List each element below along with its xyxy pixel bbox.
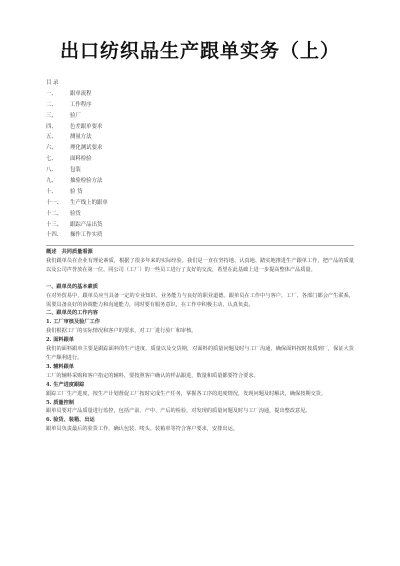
toc-item-label: 抽验检验方法 xyxy=(70,178,103,185)
toc-item xyxy=(46,165,108,176)
section-divider xyxy=(46,245,354,246)
toc-item-label: 跟踪产品出货 xyxy=(70,221,103,228)
section-heading: 5. 质量控制 xyxy=(46,399,74,406)
toc-item-label: 验 货 xyxy=(70,188,83,195)
toc-item-number: 八、 xyxy=(46,167,57,174)
table-of-contents xyxy=(46,78,108,241)
toc-item-label: 色差跟单要求 xyxy=(70,123,103,130)
toc-item xyxy=(46,143,108,154)
toc-item-number: 五、 xyxy=(46,134,57,141)
toc-item-label: 理化测试要求 xyxy=(70,145,103,152)
abstract-text: 我们跟单员在企业有理论素质，根据了很多年来的实际经验。我们是一直在坚持地、认真地、踏实地推进生产跟单工作，把产品的质量以及公司声誉放在第一位，同公司（工厂）的一些员工进行了友好的交流，希望在此基础上进一步提高整体产品质量。 xyxy=(46,257,354,273)
toc-item-number: 十四、 xyxy=(46,232,63,239)
section-heading: 2. 面料跟单 xyxy=(46,337,74,344)
section-heading: 二、跟单员的工作内容 xyxy=(46,310,98,317)
toc-item-label: 面料检验 xyxy=(70,156,92,163)
paragraph: 我们的面料跟单主要是跟踪面料的生产进度、质量以及交货期，对面料的质量问题及时与工厂沟通，确保面料按时按质到厂，保证大货生产顺利进行。 xyxy=(46,346,354,361)
document-title: 出口纺织品生产跟单实务（上） xyxy=(59,40,340,62)
toc-item xyxy=(46,230,108,241)
toc-item-number: 二、 xyxy=(46,101,57,108)
toc-item-label: 验厂 xyxy=(70,112,81,119)
section-heading: 6. 验货、装箱、出运 xyxy=(46,417,95,424)
section-heading: 一、跟单员的基本素质 xyxy=(46,283,98,290)
toc-item-label: 包装 xyxy=(70,167,81,174)
toc-item-label: 操作工作实质 xyxy=(70,232,103,239)
toc-item xyxy=(46,111,108,122)
paragraph: 跟单员负责最后的验货工作，确认包装、唛头、装箱单等符合客户要求，安排出运。 xyxy=(46,426,238,433)
abstract-heading: 概述 共同质量看源 xyxy=(46,249,93,255)
paragraph: 在对外贸易中，跟单员应当具备一定的专业知识、业务能力与良好的职业道德。跟单员在工作中与客户、工厂、各部门都会产生联系，需要具备良好的协调能力和沟通能力，同时要有服务意识，在工作中积极主动，认真负责。 xyxy=(46,292,354,308)
section-heading: 1. 工厂审核及验厂工作 xyxy=(46,319,100,326)
paragraph: 跟单员要对产品质量进行监控，包括产前、产中、产后的检验，对发现的质量问题及时与工厂沟通，提出整改意见。 xyxy=(46,408,311,415)
toc-item-number: 九、 xyxy=(46,178,57,185)
paragraph-gap xyxy=(46,275,354,283)
body-paragraphs xyxy=(46,283,354,434)
toc-item-number: 十二、 xyxy=(46,210,63,217)
toc-item-label: 跟单流程 xyxy=(70,90,92,97)
toc-item-number: 七、 xyxy=(46,156,57,163)
toc-item xyxy=(46,220,108,231)
toc-item-number: 十三、 xyxy=(46,221,63,228)
toc-item xyxy=(46,187,108,198)
toc-item-label: 生产线上的跟单 xyxy=(70,199,108,206)
paragraph: 我们根据工厂的实际情况和客户的要求，对工厂进行验厂和审核。 xyxy=(46,328,197,335)
toc-item xyxy=(46,198,108,209)
paragraph: 跟踪工厂生产进度，按生产计划督促工厂按时完成生产任务，掌握各工序的进度情况，发现问题及时解决，确保按期交货。 xyxy=(46,390,327,397)
toc-item-number: 三、 xyxy=(46,112,57,119)
toc-heading: 目 录 xyxy=(46,80,59,86)
section-heading: 3. 辅料跟单 xyxy=(46,363,74,370)
toc-item xyxy=(46,100,108,111)
toc-item-number: 十一、 xyxy=(46,199,63,206)
document-body xyxy=(46,248,354,434)
toc-item xyxy=(46,122,108,133)
toc-item-number: 十、 xyxy=(46,188,57,195)
toc-item-number: 一、 xyxy=(46,90,57,97)
toc-item xyxy=(46,132,108,143)
toc-item xyxy=(46,89,108,100)
toc-item xyxy=(46,209,108,220)
toc-list xyxy=(46,89,108,241)
toc-item-label: 工作程序 xyxy=(70,101,92,108)
toc-item xyxy=(46,176,108,187)
toc-item-label: 验货 xyxy=(70,210,81,217)
toc-item-label: 测量方法 xyxy=(70,134,92,141)
paragraph: 工厂的辅料采购和客户指定的辅料，要按照客户确认的样品跟进，数量和质量都要符合要求。 xyxy=(46,372,259,379)
toc-item-number: 六、 xyxy=(46,145,57,152)
section-heading: 4. 生产进度跟踪 xyxy=(46,381,85,388)
toc-item-number: 四、 xyxy=(46,123,57,130)
toc-item xyxy=(46,154,108,165)
